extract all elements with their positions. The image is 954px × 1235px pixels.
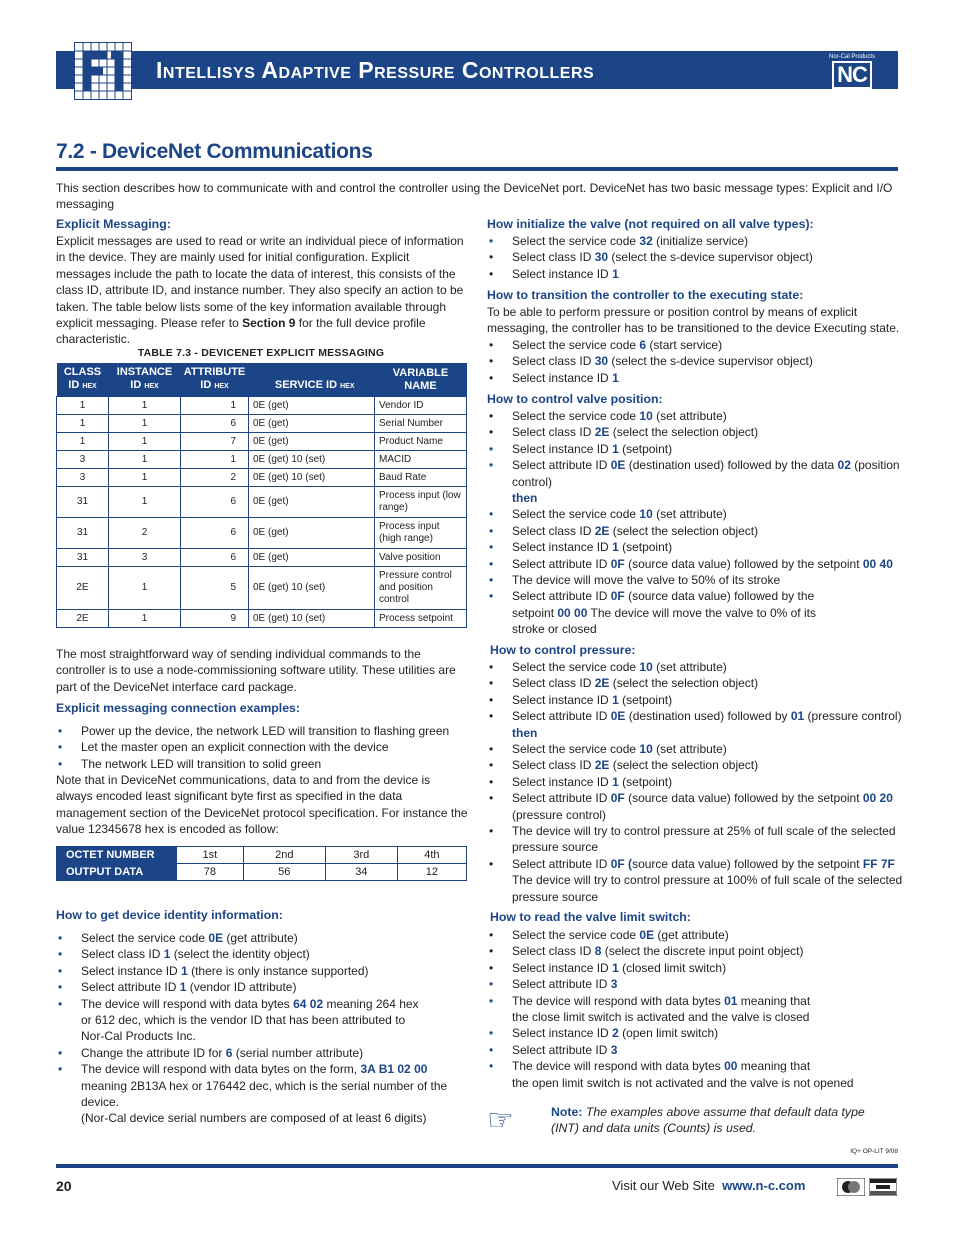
- octet-cell: 2nd: [243, 847, 325, 864]
- list-item: • Select attribute ID 0E (destination used) followed by the data 02 (position control): [489, 458, 900, 489]
- list-item: • Select the service code 32 (initialize service): [489, 234, 749, 248]
- brand-small-text: Nor-Cal Products: [828, 54, 875, 60]
- list-item: • Power up the device, the network LED will transition to flashing green: [58, 724, 450, 738]
- header-sub-text: HEX: [82, 383, 97, 390]
- output-cell: 12: [397, 864, 466, 881]
- table-cell: 1: [57, 433, 109, 451]
- list-item: • Select class ID 1 (select the identity object): [58, 947, 310, 962]
- octet-cell: 1st: [177, 847, 244, 864]
- list-item: • Select attribute ID 0F (source data value) followed by the setpoint 00 00 The device will move the valve to 0% of its stroke or closed: [489, 589, 816, 637]
- octet-cell: 3rd: [325, 847, 397, 864]
- table-cell: 0E (get): [249, 487, 375, 518]
- table-cell: Valve position: [375, 549, 467, 567]
- table-cell: 0E (get) 10 (set): [249, 610, 375, 628]
- explicit-heading: Explicit Messaging:: [56, 217, 171, 231]
- table-row: [57, 415, 467, 433]
- init-steps-list: [487, 233, 907, 282]
- table-cell: 1: [109, 451, 181, 469]
- list-item: • Select the service code 0E (get attribute): [489, 928, 729, 942]
- list-item: • Select instance ID 2 (open limit switch): [489, 1026, 719, 1041]
- table-row: [57, 487, 467, 518]
- list-item: • The device will move the valve to 50% of its stroke: [489, 573, 781, 588]
- list-item: • Select instance ID 1: [489, 370, 619, 385]
- table-row: [57, 610, 467, 628]
- table-cell: Vendor ID: [375, 397, 467, 415]
- table-row: [57, 469, 467, 487]
- table-cell: 1: [109, 610, 181, 628]
- list-item: • Select class ID 8 (select the discrete input point object): [489, 944, 804, 959]
- list-item: • Let the master open an explicit connection with the device: [58, 740, 389, 755]
- encoding-note: Note that in DeviceNet communications, data to and from the device is always encoded least significant byte first as specified in the data management section of the DeviceNet protocol specification. For instance the value 12345678 hex is encoded as follow:: [56, 773, 468, 837]
- list-item: • Change the attribute ID for 6 (serial number attribute): [58, 1045, 364, 1060]
- table-cell: 0E (get) 10 (set): [249, 567, 375, 610]
- output-cell: 56: [243, 864, 325, 881]
- header-main-text: SERVICE ID: [274, 379, 338, 391]
- grid-logo-icon: [74, 42, 132, 100]
- visit-text: Visit our Web Site: [612, 1178, 715, 1193]
- table-cell: 1: [181, 451, 249, 469]
- then-label: then: [512, 491, 538, 506]
- footer-divider: [56, 1164, 898, 1168]
- literature-code: IQ+ OP-LIT 9/08: [850, 1148, 898, 1155]
- table-cell: 3: [57, 451, 109, 469]
- limit-switch-heading: How to read the valve limit switch:: [490, 910, 691, 924]
- transition-heading: How to transition the controller to the executing state:: [487, 288, 804, 302]
- section-title: 7.2 - DeviceNet Communications: [56, 140, 373, 163]
- note-body: The examples above assume that default data type (INT) and data units (Counts) is used.: [551, 1105, 865, 1136]
- table-cell: 2: [181, 469, 249, 487]
- table-cell: 1: [57, 415, 109, 433]
- pressure-heading: How to control pressure:: [490, 643, 636, 657]
- table-cell: 1: [109, 433, 181, 451]
- list-item: • The device will respond with data bytes 64 02 meaning 264 hex or 612 dec, which is the vendor ID that has been attributed to Nor-Cal Products Inc.: [58, 996, 419, 1044]
- section-divider: [56, 167, 898, 171]
- list-item-text: Power up the device, the network LED will transition to flashing green: [81, 724, 450, 738]
- list-item: • The network LED will transition to solid green: [58, 756, 322, 771]
- header-main-text: VARIABLE NAME: [392, 367, 449, 392]
- then-label: then: [512, 725, 538, 740]
- table-cell: Product Name: [375, 433, 467, 451]
- connection-examples-heading: Explicit messaging connection examples:: [56, 701, 300, 715]
- list-item: • The device will respond with data bytes 00 meaning that the open limit switch is not activated and the valve is not opened: [489, 1059, 854, 1090]
- header-main-text: ATTRIBUTE ID: [183, 366, 246, 391]
- mastercard-icon: [837, 1178, 865, 1196]
- header-bar: [56, 51, 898, 89]
- table-cell: 0E (get): [249, 415, 375, 433]
- list-item-text: The network LED will transition to solid green: [81, 756, 322, 771]
- table-header-cell: [181, 363, 249, 397]
- list-item: • Select the service code 0E (get attribute): [58, 931, 298, 945]
- table-header-cell: [109, 363, 181, 397]
- table-cell: 31: [57, 518, 109, 549]
- table-cell: 6: [181, 487, 249, 518]
- page-number: 20: [56, 1178, 72, 1194]
- straightforward-paragraph: The most straightforward way of sending individual commands to the controller is to use a node-commissioning software utility. These utilities are part of the DeviceNet interface card package.: [56, 647, 456, 694]
- list-item: • Select the service code 10 (set attribute): [489, 660, 727, 674]
- table-header-cell: [249, 363, 375, 397]
- transition-steps-list: [487, 337, 907, 386]
- table-row: [57, 567, 467, 610]
- explicit-messaging-table: [56, 363, 467, 628]
- explicit-section-ref: Section 9: [242, 316, 296, 331]
- limit-switch-steps-list: [487, 927, 907, 1091]
- pointing-hand-icon: ☞: [487, 1104, 514, 1137]
- list-item: • The device will try to control pressure at 25% of full scale of the selected pressure source: [489, 824, 896, 855]
- page-header-title: Intellisys Adaptive Pressure Controllers: [156, 57, 595, 83]
- header-sub-text: HEX: [214, 383, 229, 390]
- list-item: • Select class ID 2E (select the selection object): [489, 523, 759, 538]
- table-cell: Baud Rate: [375, 469, 467, 487]
- table-cell: 6: [181, 549, 249, 567]
- identity-steps-list: [56, 930, 468, 1127]
- table-cell: 9: [181, 610, 249, 628]
- brand-logo-text: NC: [832, 61, 872, 89]
- list-item: • Select attribute ID 3: [489, 1042, 618, 1057]
- list-item: • The device will respond with data bytes on the form, 3A B1 02 00 meaning 2B13A hex or 176442 dec, which is the serial number of the device. (Nor-Cal device serial numbers are composed of at least 6 digits): [58, 1062, 448, 1126]
- identity-heading: How to get device identity information:: [56, 908, 283, 922]
- list-item: • Select class ID 2E (select the selection object): [489, 758, 759, 773]
- table-cell: 5: [181, 567, 249, 610]
- list-item: • Select the service code 10 (set attribute): [489, 742, 727, 757]
- table-cell: Pressure control and position control: [375, 567, 467, 610]
- list-item: • Select instance ID 1 (setpoint): [489, 540, 673, 555]
- table-cell: 6: [181, 518, 249, 549]
- table-cell: Process input (low range): [375, 487, 467, 518]
- table-cell: 1: [109, 487, 181, 518]
- table-cell: 1: [181, 397, 249, 415]
- list-item: • Select the service code 10 (set attribute): [489, 507, 727, 522]
- header-main-text: INSTANCE ID: [116, 366, 173, 391]
- list-item: • Select instance ID 1: [489, 266, 619, 281]
- output-data-label: OUTPUT DATA: [57, 864, 177, 881]
- table-cell: Process setpoint: [375, 610, 467, 628]
- table-cell: 0E (get): [249, 518, 375, 549]
- table-cell: 1: [109, 469, 181, 487]
- table-cell: 0E (get): [249, 397, 375, 415]
- note-label: Note:: [551, 1105, 583, 1119]
- output-cell: 78: [177, 864, 244, 881]
- output-cell: 34: [325, 864, 397, 881]
- octet-cell: 4th: [397, 847, 466, 864]
- table-header-cell: [375, 363, 467, 397]
- list-item: • Select instance ID 1 (there is only instance supported): [58, 963, 369, 978]
- list-item: • Select attribute ID 3: [489, 977, 618, 992]
- explicit-paragraph: [56, 233, 466, 348]
- list-item: • Select instance ID 1 (setpoint): [489, 441, 673, 456]
- list-item: • Select class ID 30 (select the s-device supervisor object): [489, 250, 813, 265]
- list-item: • Select class ID 2E (select the selection object): [489, 676, 759, 691]
- table-cell: 2E: [57, 610, 109, 628]
- table-row: [57, 451, 467, 469]
- table-cell: 3: [109, 549, 181, 567]
- table-cell: 0E (get): [249, 549, 375, 567]
- list-item: • Select attribute ID 0F (source data value) followed by the setpoint 00 20 (pressure control): [489, 791, 893, 822]
- table-cell: Serial Number: [375, 415, 467, 433]
- transition-paragraph: To be able to perform pressure or position control by means of explicit messaging, the controller has to be transitioned to the device Executing state.: [487, 305, 900, 336]
- init-heading: How initialize the valve (not required on all valve types):: [487, 217, 814, 231]
- list-item: • The device will respond with data bytes 01 meaning that the close limit switch is activated and the valve is closed: [489, 993, 811, 1025]
- header-main-text: CLASS ID: [63, 366, 102, 391]
- table-row: [57, 549, 467, 567]
- list-item: • Select the service code 6 (start service): [489, 338, 723, 352]
- explicit-text-before: Explicit messages are used to read or write an individual piece of information in the device. They are mainly used for initial configuration. Explicit messages include the path to locate the data of interest, this consists of the class ID, attribute ID, and instance number. They also specify an action to be taken. The table below lists some of the key information available through explicit messaging. Please refer to: [56, 234, 464, 331]
- table-cell: 1: [109, 397, 181, 415]
- table-cell: 2E: [57, 567, 109, 610]
- table-cell: 0E (get) 10 (set): [249, 451, 375, 469]
- table-cell: 1: [109, 567, 181, 610]
- list-item: • Select attribute ID 0F (source data value) followed by the setpoint 00 40: [489, 556, 893, 571]
- nc-brand-logo: [824, 53, 880, 87]
- website-link[interactable]: www.n-c.com: [722, 1178, 806, 1193]
- table-cell: 0E (get) 10 (set): [249, 469, 375, 487]
- table-cell: Process input (high range): [375, 518, 467, 549]
- table-cell: 7: [181, 433, 249, 451]
- list-item: • Select attribute ID 0F (source data value) followed by the setpoint FF 7F The device will try to control pressure at 100% of full scale of the selected pressure source: [489, 856, 903, 904]
- table-caption: TABLE 7.3 - DEVICENET EXPLICIT MESSAGING: [137, 347, 385, 359]
- list-item: • Select class ID 2E (select the selection object): [489, 425, 759, 440]
- header-sub-text: HEX: [340, 383, 355, 390]
- note-text: [551, 1104, 871, 1137]
- list-item: • Select attribute ID 1 (vendor ID attribute): [58, 980, 297, 995]
- table-cell: 2: [109, 518, 181, 549]
- explicit-text-after: for the full device profile characteristic.: [56, 316, 426, 347]
- list-item: • Select class ID 30 (select the s-device supervisor object): [489, 354, 813, 369]
- octet-table: [56, 846, 467, 881]
- table-row: [57, 397, 467, 415]
- table-cell: 1: [57, 397, 109, 415]
- pressure-steps-list: [487, 659, 907, 905]
- list-item: • Select instance ID 1 (setpoint): [489, 692, 673, 707]
- table-cell: 31: [57, 487, 109, 518]
- table-row: [57, 518, 467, 549]
- list-item: • Select instance ID 1 (setpoint): [489, 774, 673, 789]
- table-row: [57, 433, 467, 451]
- list-item: • Select the service code 10 (set attribute): [489, 409, 727, 423]
- visa-icon: [869, 1178, 897, 1196]
- valve-position-steps-list: [487, 408, 907, 638]
- table-cell: 0E (get): [249, 433, 375, 451]
- octet-number-label: OCTET NUMBER: [57, 847, 177, 864]
- table-cell: 3: [57, 469, 109, 487]
- intro-paragraph: This section describes how to communicate with and control the controller using the DeviceNet port. DeviceNet has two basic message types: Explicit and I/O messaging: [56, 181, 893, 212]
- table-cell: 1: [109, 415, 181, 433]
- list-item: • Select attribute ID 0E (destination used) followed by 01 (pressure control): [489, 709, 902, 724]
- valve-position-heading: How to control valve position:: [487, 392, 663, 406]
- list-item: • Select instance ID 1 (closed limit switch): [489, 960, 727, 975]
- website-line: [612, 1178, 805, 1193]
- list-item-text: Let the master open an explicit connection with the device: [81, 740, 389, 755]
- table-cell: 6: [181, 415, 249, 433]
- table-header-cell: [57, 363, 109, 397]
- header-sub-text: HEX: [144, 383, 159, 390]
- table-cell: MACID: [375, 451, 467, 469]
- table-cell: 31: [57, 549, 109, 567]
- connection-examples-list: [56, 723, 466, 772]
